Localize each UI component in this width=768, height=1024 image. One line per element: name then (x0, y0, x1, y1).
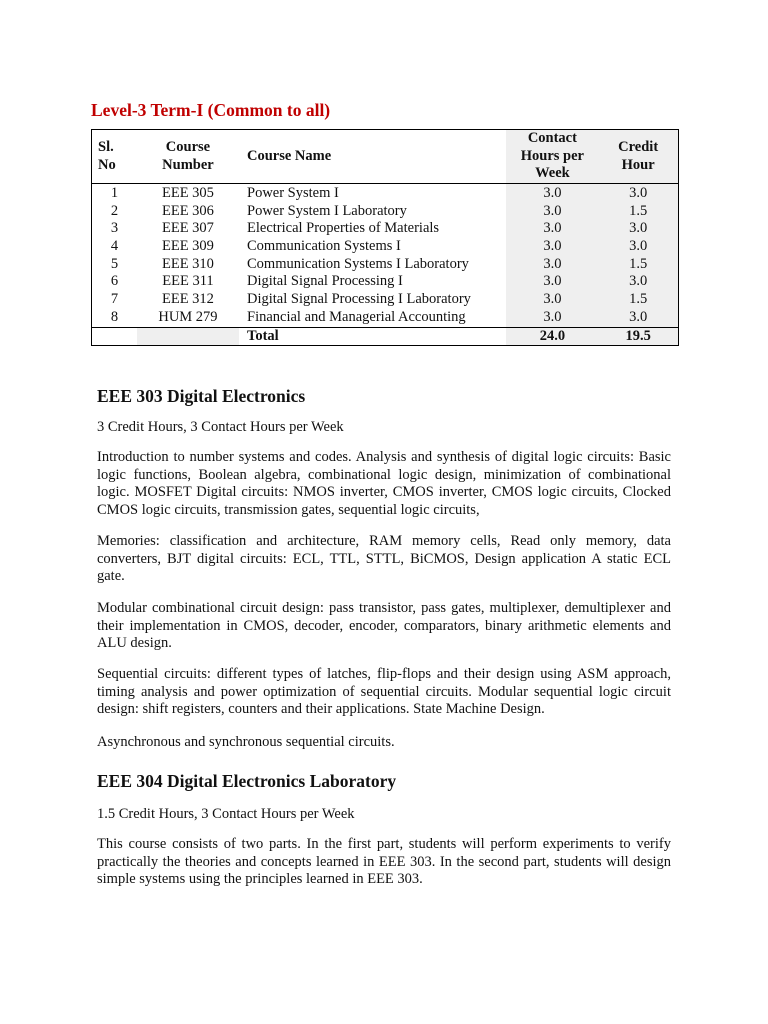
cell-sl: 8 (110, 308, 119, 325)
table-row (92, 273, 679, 291)
course2-title: EEE 304 Digital Electronics Laboratory (97, 771, 397, 791)
table-row (92, 256, 679, 274)
table-row (92, 184, 679, 203)
header-course-number (137, 130, 239, 184)
course1-title: EEE 303 Digital Electronics (97, 386, 306, 406)
cell-course-name: Power System I Laboratory (247, 202, 407, 219)
cell-sl: 1 (110, 185, 119, 202)
course1-credits-line: 3 Credit Hours, 3 Contact Hours per Week (97, 419, 344, 435)
course1-paragraph: Memories: classification and architecture, RAM memory cells, Read only memory, data converters, BJT digital circuits: ECL, TTL, STTL, BiCMOS, Design application A static ECL gate. (97, 533, 671, 585)
cell-sl: 3 (110, 220, 119, 237)
course2-credits-line: 1.5 Credit Hours, 3 Contact Hours per Week (97, 806, 355, 822)
cell-course-number: EEE 309 (161, 238, 214, 255)
cell-course-number: EEE 306 (161, 202, 214, 219)
header-contact-hours (506, 130, 598, 184)
course-table (91, 129, 679, 346)
cell-contact-hours: 3.0 (506, 184, 598, 203)
header-hours-line2: Hours per (520, 147, 584, 164)
table-row (92, 238, 679, 256)
header-hours-line3: Week (535, 165, 570, 182)
cell-course-name: Communication Systems I Laboratory (247, 255, 469, 272)
cell-course-name: Electrical Properties of Materials (247, 220, 440, 237)
cell-total-label: Total (239, 327, 506, 346)
cell-total-hours: 24.0 (506, 327, 598, 346)
header-credit-line2: Hour (621, 156, 655, 173)
cell-sl: 5 (110, 255, 119, 272)
cell-course-name: Digital Signal Processing I (247, 273, 403, 290)
course1-paragraph: Introduction to number systems and codes. Analysis and synthesis of digital logic circuits: Basic logic functions, Boolean algebra, combinational logic design, minimization of combinational logic. MOSFET Digital circuits: NMOS inverter, CMOS inverter, CMOS logic circuits, Clocked CMOS logic circuits, transmission gates, sequential logic circuits, (97, 449, 671, 518)
cell-credit-hour: 3.0 (598, 309, 678, 327)
course2-paragraph: This course consists of two parts. In the first part, students will perform experiments to verify practically the theories and concepts learned in EEE 303. In the second part, students will design simple systems using the principles learned in EEE 303. (97, 836, 671, 888)
cell-sl: 2 (110, 202, 119, 219)
table-row (92, 203, 679, 221)
cell-course-name: Communication Systems I (247, 238, 401, 255)
cell-course-number: EEE 311 (162, 273, 214, 290)
cell-credit-hour: 1.5 (598, 203, 678, 221)
cell-credit-hour: 3.0 (598, 273, 678, 291)
header-credit-line1: Credit (618, 138, 659, 155)
cell-course-name: Financial and Managerial Accounting (247, 308, 466, 325)
cell-credit-hour: 1.5 (598, 256, 678, 274)
cell-course-number: EEE 305 (161, 185, 214, 202)
cell-contact-hours: 3.0 (506, 220, 598, 238)
cell-contact-hours: 3.0 (506, 273, 598, 291)
cell-sl: 7 (110, 291, 119, 308)
cell-empty-shaded (137, 327, 239, 346)
header-sl-line1: Sl. (98, 138, 114, 155)
header-sl-line2: No (98, 156, 116, 173)
table-total-row (92, 327, 679, 346)
course1-paragraph: Asynchronous and synchronous sequential circuits. (97, 734, 395, 750)
cell-course-name: Digital Signal Processing I Laboratory (247, 291, 471, 308)
cell-empty (92, 327, 137, 346)
cell-contact-hours: 3.0 (506, 309, 598, 327)
cell-course-number: HUM 279 (158, 308, 218, 325)
cell-course-number: EEE 310 (161, 255, 214, 272)
cell-contact-hours: 3.0 (506, 203, 598, 221)
cell-credit-hour: 3.0 (598, 220, 678, 238)
cell-course-number: EEE 312 (161, 291, 214, 308)
term-heading: Level-3 Term-I (Common to all) (91, 100, 331, 120)
course1-paragraph: Sequential circuits: different types of latches, flip-flops and their design using ASM approach, timing analysis and power optimization of sequential circuits. Modular sequential logic circuit design: shift registers, counters and their applications. State Machine Design. (97, 666, 671, 718)
cell-total-credit: 19.5 (598, 327, 678, 346)
cell-contact-hours: 3.0 (506, 256, 598, 274)
header-credit-hour (598, 130, 678, 184)
cell-sl: 6 (110, 273, 119, 290)
cell-sl: 4 (110, 238, 119, 255)
table-row (92, 220, 679, 238)
table-row (92, 291, 679, 309)
cell-contact-hours: 3.0 (506, 291, 598, 309)
course1-paragraph: Modular combinational circuit design: pass transistor, pass gates, multiplexer, demultiplexer and their implementation in CMOS, decoder, encoder, comparators, binary arithmetic elements and ALU design. (97, 600, 671, 652)
cell-credit-hour: 1.5 (598, 291, 678, 309)
table-row (92, 309, 679, 327)
table-header-row (92, 130, 679, 184)
cell-credit-hour: 3.0 (598, 184, 678, 203)
cell-credit-hour: 3.0 (598, 238, 678, 256)
header-number-line1: Course (165, 138, 211, 155)
cell-course-number: EEE 307 (161, 220, 214, 237)
header-sl-no (92, 130, 137, 184)
cell-course-name: Power System I (247, 185, 339, 202)
cell-contact-hours: 3.0 (506, 238, 598, 256)
header-number-line2: Number (162, 156, 214, 173)
header-hours-line1: Contact (527, 130, 577, 147)
header-course-name: Course Name (239, 130, 506, 184)
